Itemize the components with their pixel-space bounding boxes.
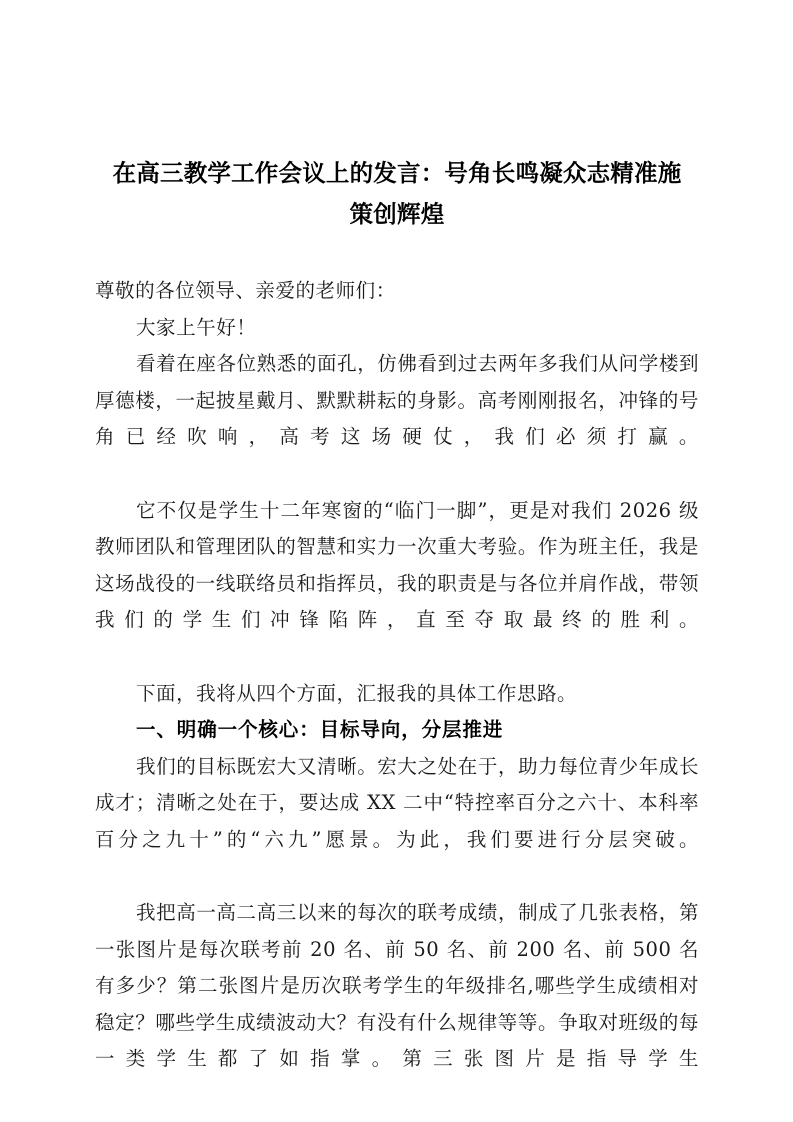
page-title-line-2: 策创辉煌: [349, 200, 445, 228]
section-heading-1: 一、明确一个核心：目标导向，分层推进: [136, 718, 504, 742]
body-paragraph-1: 看着在座各位熟悉的面孔，仿佛看到过去两年多我们从问学楼到厚德楼，一起披星戴月、默默耕耘的身影。高考刚刚报名，冲锋的号角已经吹响，高考这场硬仗，我们必须打赢。: [95, 352, 699, 449]
salutation-paragraph: 尊敬的各位领导、亲爱的老师们：: [95, 279, 396, 302]
document-content: [95, 0, 699, 1115]
page-title-line-1: 在高三教学工作会议上的发言：号角长鸣凝众志精准施: [112, 159, 682, 187]
body-paragraph-2: 它不仅是学生十二年寒窗的“临门一脚”，更是对我们 2026 级教师团队和管理团队的智慧和实力一次重大考验。作为班主任，我是这场战役的一线联络员和指挥员，我的职责是与各位并肩作战，带领我们的学生们冲锋陷阵，直至夺取最终的胜利。: [95, 498, 699, 632]
section-paragraph-1: 我们的目标既宏大又清晰。宏大之处在于，助力每位青少年成长成才；清晰之处在于，要达成 XX 二中“特控率百分之六十、本科率百分之九十”的“六九”愿景。为此，我们要进行分层突破。: [95, 754, 699, 851]
greeting-paragraph: 大家上午好！: [136, 315, 257, 339]
section-paragraph-2: 我把高一高二高三以来的每次的联考成绩，制成了几张表格，第一张图片是每次联考前 20 名、前 50 名、前 200 名、前 500 名有多少？第二张图片是历次联考学生的年级排名,哪些学生成绩相对稳定？哪些学生成绩波动大？有没有什么规律等等。争取对班级的每一类学生都了如指掌。第三张图片是指导学生: [95, 901, 699, 1071]
document-body: [95, 273, 699, 1115]
page-title: [95, 0, 699, 235]
body-paragraph-3: 下面，我将从四个方面，汇报我的具体工作思路。: [136, 681, 578, 705]
